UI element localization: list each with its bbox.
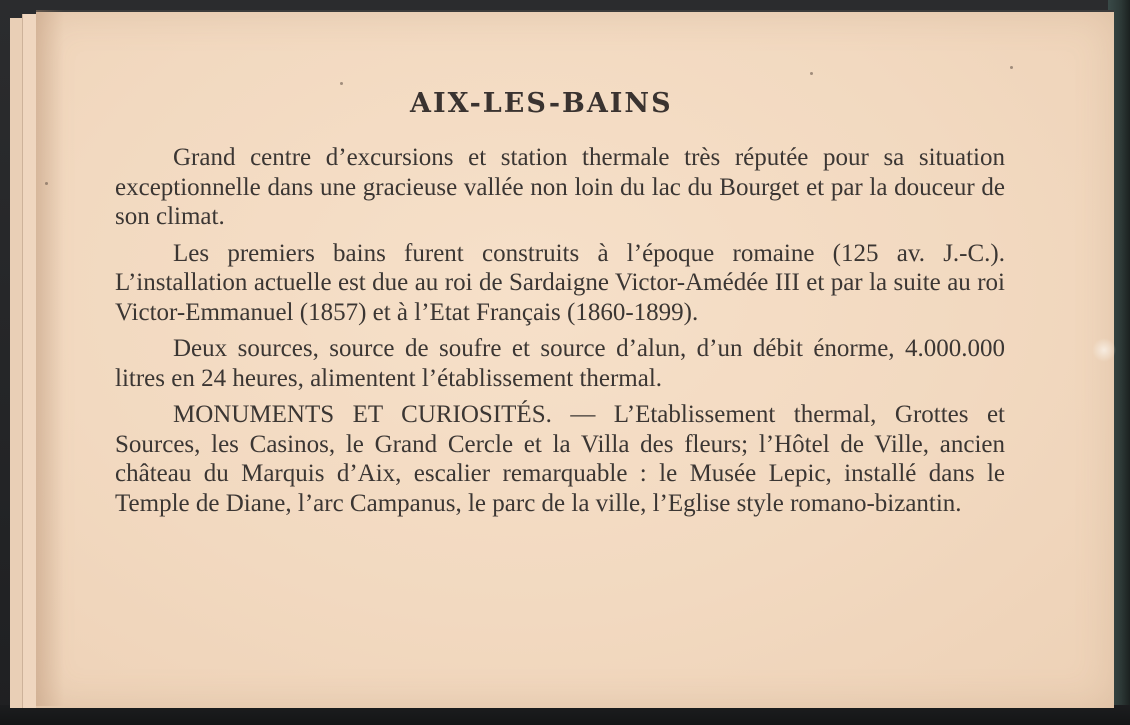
paper-speck xyxy=(810,72,813,75)
paragraph-intro: Grand centre d’excursions et station thermale très réputée pour sa situation exceptionnelle dans une gracieuse vallée non loin du lac du Bourget et par la douceur de son climat. xyxy=(115,144,1005,230)
paper-speck xyxy=(45,182,48,185)
paragraph-springs: Deux sources, source de soufre et source d’alun, d’un débit énorme, 4.000.000 litres en 24 heures, alimentent l’établissement thermal. xyxy=(115,335,1005,392)
paper-speck xyxy=(340,82,343,85)
paragraph-history: Les premiers bains furent construits à l’époque romaine (125 av. J.-C.). L’installation actuelle est due au roi de Sardaigne Victor-Amédée III et par la suite au roi Victor-Emmanuel (1857) et à l’Etat Français (1860-1899). xyxy=(115,239,1005,326)
paper-speck xyxy=(1010,66,1013,69)
backing-board-bottom xyxy=(0,705,1130,725)
page-title: AIX-LES-BAINS xyxy=(410,88,673,119)
description-text xyxy=(115,143,1005,525)
paper-smudge xyxy=(1092,338,1116,362)
binding-shadow xyxy=(36,10,64,706)
paragraph-monuments: MONUMENTS ET CURIOSITÉS. — L’Etablissement thermal, Grottes et Sources, les Casinos, le Grand Cercle et la Villa des fleurs; l’Hôtel de Ville, ancien château du Marquis d’Aix, escalier remarquable : le Musée Lepic, installé dans le Temple de Diane, l’arc Campanus, le parc de la ville, l’Eglise style romano-bizantin. xyxy=(115,401,1005,517)
